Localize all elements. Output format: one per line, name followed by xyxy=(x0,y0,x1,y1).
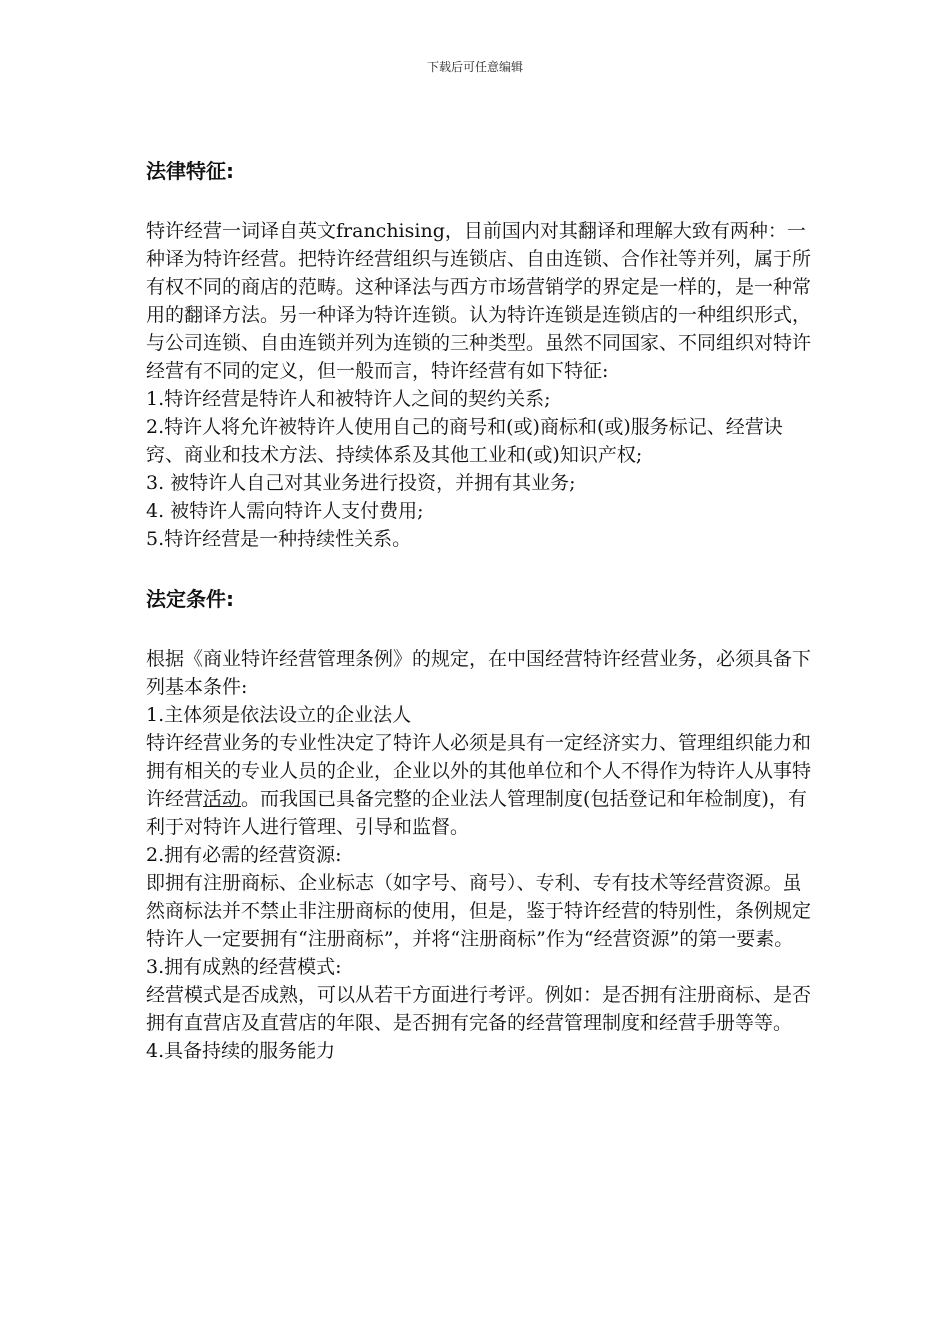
condition-3-heading: 3.拥有成熟的经营模式: xyxy=(146,956,342,978)
header-note: 下载后可任意编辑 xyxy=(426,60,523,74)
legal-features-intro: 特许经营一词译自英文franchising，目前国内对其翻译和理解大致有两种：一种译为特许经营。把特许经营组织与连锁店、自由连锁、合作社等并列，属于所有权不同的商店的范畴。这种译法与西方市场营销学的界定是一样的，是一种常用的翻译方法。另一种译为特许连锁。认为特许连锁是连锁店的一种组织形式，与公司连锁、自由连锁并列为连锁的三种类型。虽然不同国家、不同组织对特许经营有不同的定义，但一般而言，特许经营有如下特征: xyxy=(146,220,812,382)
activity-link[interactable]: 活动 xyxy=(203,788,242,810)
legal-feature-item-1: 1.特许经营是特许人和被特许人之间的契约关系; xyxy=(146,388,551,410)
legal-feature-item-2: 2.特许人将允许被特许人使用自己的商号和(或)商标和(或)服务标记、经营诀窍、商业和技术方法、持续体系及其他工业和(或)知识产权; xyxy=(146,416,783,466)
section-title-legal-features: 法律特征: xyxy=(146,159,234,183)
condition-1-body-part-a: 特许经营业务的专业性决定了特许人必须是具有一定经济实力、管理组织能力和拥有相关的专业人员的企业，企业以外的其他单位和个人不得作为特许人从事特许经营 xyxy=(146,732,812,810)
legal-feature-item-3: 3. 被特许人自己对其业务进行投资，并拥有其业务; xyxy=(146,472,576,494)
legal-feature-item-4: 4. 被特许人需向特许人支付费用; xyxy=(146,500,424,522)
condition-4-heading: 4.具备持续的服务能力 xyxy=(146,1040,336,1062)
legal-feature-item-5: 5.特许经营是一种持续性关系。 xyxy=(146,528,412,550)
condition-1-body xyxy=(146,729,811,841)
condition-2-heading: 2.拥有必需的经营资源: xyxy=(146,844,342,866)
condition-2-body: 即拥有注册商标、企业标志（如字号、商号）、专利、专有技术等经营资源。虽然商标法并不禁止非注册商标的使用，但是，鉴于特许经营的特别性，条例规定特许人一定要拥有“注册商标”，并将“注册商标”作为“经营资源”的第一要素。 xyxy=(146,872,812,950)
legal-conditions-intro: 根据《商业特许经营管理条例》的规定，在中国经营特许经营业务，必须具备下列基本条件: xyxy=(146,648,812,698)
section-title-legal-conditions: 法定条件: xyxy=(146,587,234,611)
condition-1-heading: 1.主体须是依法设立的企业法人 xyxy=(146,704,412,726)
condition-3-body: 经营模式是否成熟，可以从若干方面进行考评。例如：是否拥有注册商标、是否拥有直营店及直营店的年限、是否拥有完备的经营管理制度和经营手册等等。 xyxy=(146,984,812,1034)
document-body xyxy=(146,155,811,1065)
condition-1-body-part-b: 。而我国已具备完整的企业法人管理制度(包括登记和年检制度)，有利于对特许人进行管理、引导和监督。 xyxy=(146,788,807,838)
